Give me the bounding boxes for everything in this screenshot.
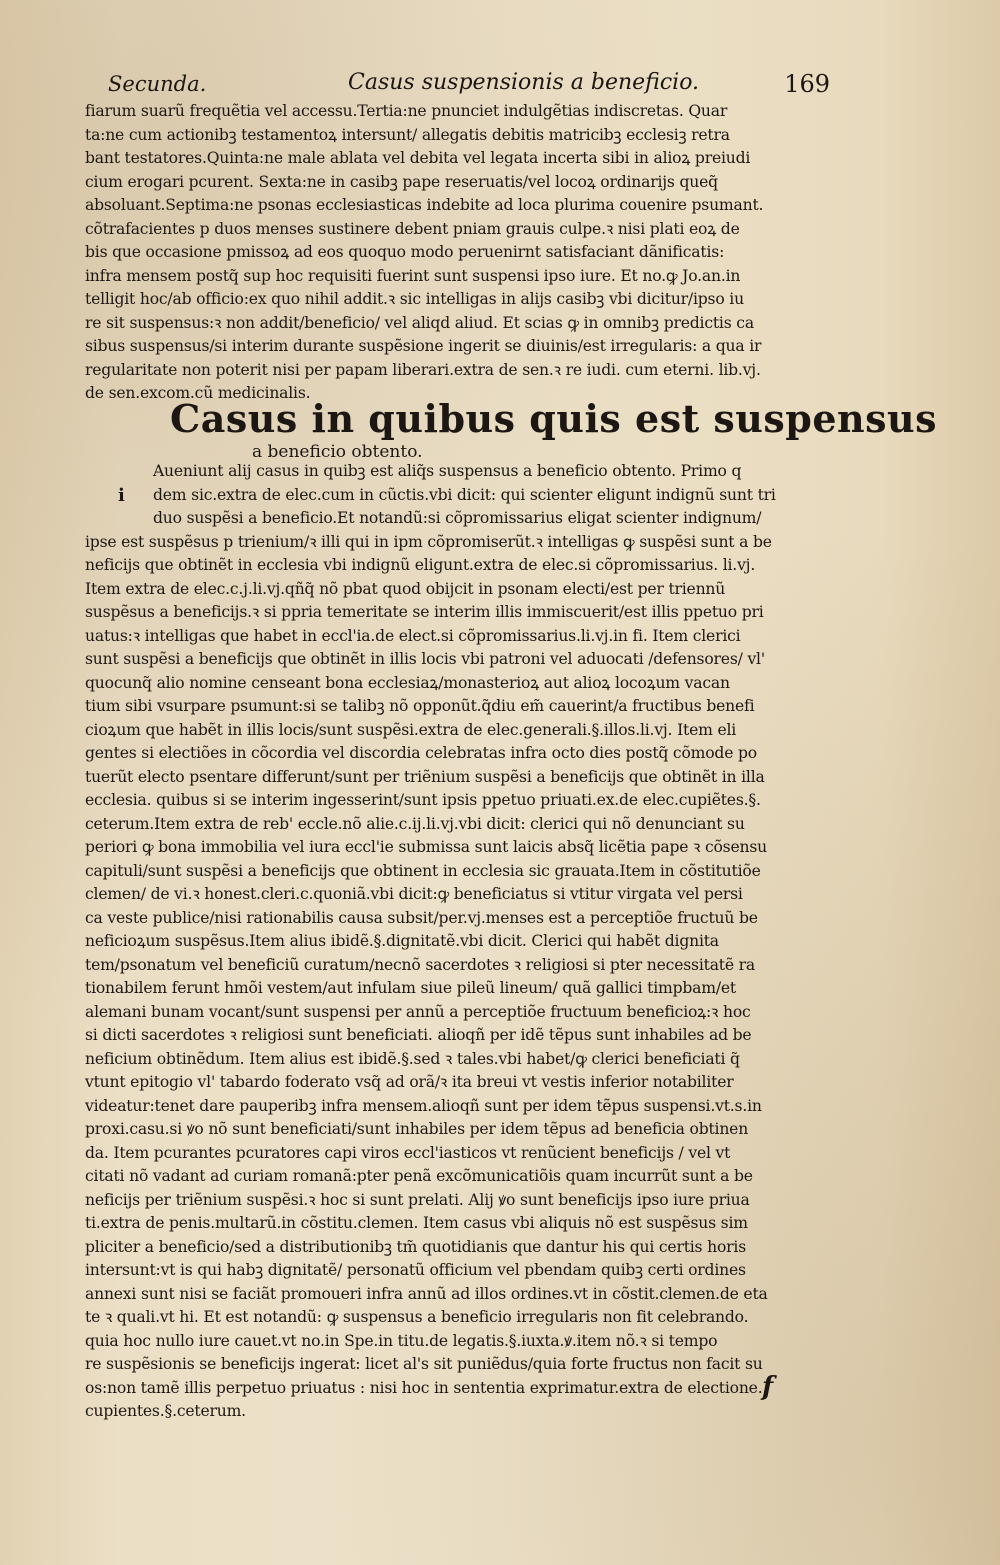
text-line: da. Item pcurantes pcuratores capi viros eccl'iasticos vt renũcient beneficijs / vel vt: [85, 1143, 731, 1162]
text-line: periori ꝙ bona immobilia vel iura eccl'ie submissa sunt laicis absq̃ licẽtia pape ꝛ cõsensu: [85, 838, 768, 856]
text-line: Aueniunt alij casus in quibꝫ est aliq̃s suspensus a beneficio obtento. Primo q: [153, 462, 742, 480]
body-text-block: [85, 460, 830, 1424]
text-line: tem/psonatum vel beneficiũ curatum/necnõ sacerdotes ꝛ religiosi si pter necessitatẽ ra: [85, 955, 755, 974]
running-head-section: Secunda.: [108, 72, 207, 96]
text-line: alemani bunam vocant/sunt suspensi per annũ a perceptiõe fructuum beneficioꝝ:ꝛ hoc: [85, 1002, 751, 1021]
text-line: sibus suspensus/si interim durante suspẽsione ingerit se diuinis/est irregularis: a qua ir: [85, 337, 762, 355]
text-line: te ꝛ quali.vt hi. Et est notandũ: ꝙ suspensus a beneficio irregularis non fit celebrando.: [85, 1308, 749, 1326]
text-line: citati nõ vadant ad curiam romanã:pter penã excõmunicatiõis quam incurrũt sunt a be: [85, 1167, 753, 1185]
section-heading: [170, 396, 938, 462]
text-line: vtunt epitogio vl' tabardo foderato vsq̃ ad orã/ꝛ ita breui vt vestis inferior notabiliter: [85, 1073, 734, 1091]
text-line: Item extra de elec.c.j.li.vj.qñq̃ nõ pbat quod obijcit in psonam electi/est per triennũ: [85, 579, 726, 598]
text-line: bis que occasione pmissoꝝ ad eos quoquo modo peruenirnt satisfaciant dãnificatis:: [85, 243, 725, 261]
text-line: de sen.excom.cũ medicinalis.: [85, 384, 311, 402]
text-line: ti.extra de penis.multarũ.in cõstitu.clemen. Item casus vbi aliquis nõ est suspẽsus sim: [85, 1214, 748, 1232]
text-line: capituli/sunt suspẽsi a beneficijs que obtinent in ecclesia sic grauata.Item in cõstitutiõe: [85, 861, 761, 880]
text-line: tionabilem ferunt hmõi vestem/aut infulam siue pileũ lineum/ quã gallici timpbam/et: [85, 979, 736, 997]
text-line: regularitate non poterit nisi per papam liberari.extra de sen.ꝛ re iudi. cum eterni. lib.vj.: [85, 360, 761, 379]
text-line: clemen/ de vi.ꝛ honest.cleri.c.quoniã.vbi dicit:ꝙ beneficiatus si vtitur virgata vel persi: [85, 885, 743, 903]
text-line: re suspẽsionis se beneficijs ingerat: licet al's sit puniẽdus/quia forte fructus non facit su: [85, 1355, 763, 1373]
text-line: telligit hoc/ab officio:ex quo nihil addit.ꝛ sic intelligas in alijs casibꝫ vbi dicitur/ipso iu: [85, 290, 744, 308]
text-line: proxi.casu.si ꝟo nõ sunt beneficiati/sunt inhabiles per idem tẽpus ad beneficia obtinen: [85, 1120, 749, 1138]
text-line: cioꝝum que habẽt in illis locis/sunt suspẽsi.extra de elec.generali.§.illos.li.vj. Item eli: [85, 720, 737, 739]
text-line: dem sic.extra de elec.cum in cũctis.vbi dicit: qui scienter eligunt indignũ sunt tri: [153, 485, 776, 504]
section-heading-subtitle: a beneficio obtento.: [252, 442, 423, 462]
text-line: cupientes.§.ceterum.: [85, 1402, 246, 1420]
text-line: cium erogari pcurent. Sexta:ne in casibꝫ pape reseruatis/vel locoꝝ ordinarijs queq̃: [85, 172, 718, 191]
text-line: re sit suspensus:ꝛ non addit/beneficio/ vel aliqd aliud. Et scias ꝙ in omnibꝫ predictis ca: [85, 313, 754, 332]
text-line: uatus:ꝛ intelligas que habet in eccl'ia.de elect.si cõpromissarius.li.vj.in fi. Item clerici: [85, 626, 741, 645]
running-head-title: Casus suspensionis a beneficio.: [348, 70, 700, 95]
text-line: bant testatores.Quinta:ne male ablata vel debita vel legata incerta sibi in alioꝝ preiudi: [85, 149, 751, 167]
section-heading-title: Casus in quibus quis est suspensus: [170, 396, 938, 441]
top-text-block: [85, 100, 830, 406]
text-line: ceterum.Item extra de reb' eccle.nõ alie.c.ij.li.vj.vbi dicit: clerici qui nõ denunciant su: [85, 814, 745, 833]
text-line: neficijs per triẽnium suspẽsi.ꝛ hoc si sunt prelati. Alij ꝟo sunt beneficijs ipso iure priua: [85, 1190, 750, 1209]
text-line: si dicti sacerdotes ꝛ religiosi sunt beneficiati. alioqñ per idẽ tẽpus sunt inhabiles ad be: [85, 1026, 752, 1044]
text-line: ecclesia. quibus si se interim ingesserint/sunt ipsis ppetuo priuati.ex.de elec.cupiẽtes.§.: [85, 791, 761, 809]
text-line: quia hoc nullo iure cauet.vt no.in Spe.in titu.de legatis.§.iuxta.ꝟ.item nõ.ꝛ si tempo: [85, 1331, 718, 1350]
text-line: quocunq̃ alio nomine censeant bona ecclesiaꝝ/monasterioꝝ aut alioꝝ locoꝝum vacan: [85, 673, 730, 692]
text-line: os:non tamẽ illis perpetuo priuatus : nisi hoc in sententia exprimatur.extra de electione.: [85, 1378, 763, 1397]
text-line: ipse est suspẽsus p trienium/ꝛ illi qui in ipm cõpromiserũt.ꝛ intelligas ꝙ suspẽsi sunt a be: [85, 532, 772, 551]
text-line: infra mensem postq̃ sup hoc requisiti fuerint sunt suspensi ipso iure. Et no.ꝙ Jo.an.in: [85, 266, 741, 285]
text-line: ta:ne cum actionibꝫ testamentoꝝ intersunt/ allegatis debitis matricibꝫ ecclesiꝫ retra: [85, 125, 730, 144]
text-line: tuerũt electo psentare differunt/sunt per triẽnium suspẽsi a beneficijs que obtinẽt in illa: [85, 767, 765, 786]
text-line: absoluant.Septima:ne psonas ecclesiasticas indebite ad loca plurima couenire psumant.: [85, 196, 764, 214]
marginal-letter: i: [118, 485, 125, 506]
text-line: videatur:tenet dare pauperibꝫ infra mensem.alioqñ sunt per idem tẽpus suspensi.vt.s.in: [85, 1096, 762, 1115]
text-line: ca veste publice/nisi rationabilis causa subsit/per.vj.menses est a perceptiõe fructuũ be: [85, 908, 758, 927]
text-line: intersunt:vt is qui habꝫ dignitatẽ/ personatũ officium vel pbendam quibꝫ certi ordines: [85, 1261, 746, 1279]
running-head: [108, 66, 830, 102]
text-line: cõtrafacientes p duos menses sustinere debent pniam grauis culpe.ꝛ nisi plati eoꝝ de: [85, 219, 740, 238]
text-line: gentes si electiões in cõcordia vel discordia celebratas infra octo dies postq̃ cõmode po: [85, 744, 757, 762]
text-line: neficijs que obtinẽt in ecclesia vbi indignũ eligunt.extra de elec.si cõpromissarius. li.vj.: [85, 556, 756, 574]
text-line: fiarum suarũ frequẽtia vel accessu.Tertia:ne pnunciet indulgẽtias indiscretas. Quar: [85, 102, 728, 120]
signature-mark: f: [762, 1372, 774, 1402]
text-line: suspẽsus a beneficijs.ꝛ si ppria temeritate se interim illis immiscuerit/est illis ppetuo pri: [85, 603, 764, 621]
text-line: sunt suspẽsi a beneficijs que obtinẽt in illis locis vbi patroni vel aduocati /defensores/ vl': [85, 650, 765, 668]
text-line: annexi sunt nisi se faciãt promoueri infra annũ ad illos ordines.vt in cõstit.clemen.de eta: [85, 1284, 768, 1303]
text-line: neficioꝝum suspẽsus.Item alius ibidẽ.§.dignitatẽ.vbi dicit. Clerici qui habẽt dignita: [85, 932, 719, 950]
text-line: duo suspẽsi a beneficio.Et notandũ:si cõpromissarius eligat scienter indignum/: [153, 509, 762, 527]
text-line: pliciter a beneficio/sed a distributionibꝫ tm̃ quotidianis que dantur his qui certis horis: [85, 1237, 746, 1256]
text-line: tium sibi vsurpare psumunt:si se talibꝫ nõ opponũt.q̃diu em̃ cauerint/a fructibus benefi: [85, 697, 755, 715]
text-line: neficium obtinẽdum. Item alius est ibidẽ.§.sed ꝛ tales.vbi habet/ꝙ clerici beneficiati q̃: [85, 1049, 740, 1068]
folio-number: 169: [784, 70, 830, 98]
